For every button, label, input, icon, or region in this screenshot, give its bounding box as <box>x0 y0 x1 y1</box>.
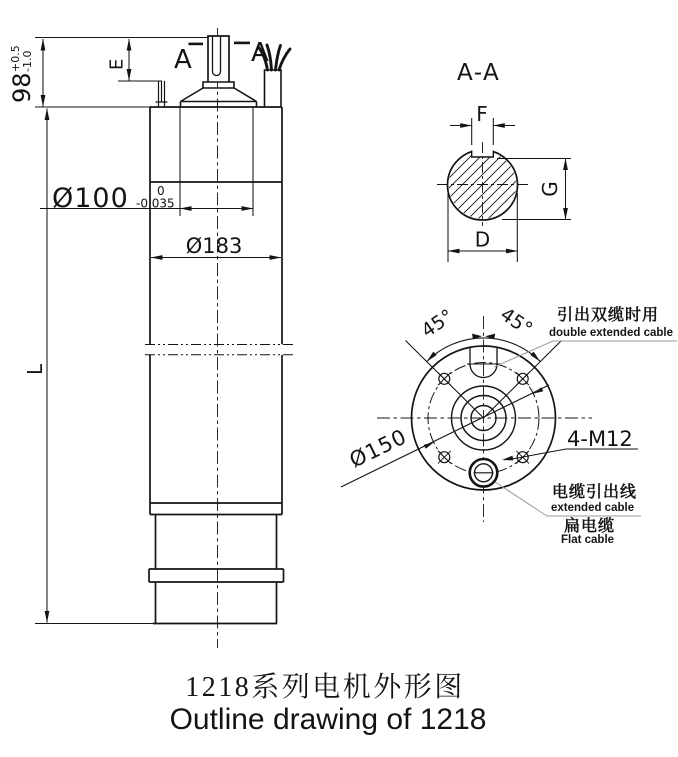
section-letter-right: A <box>251 38 269 68</box>
top-plug <box>156 81 168 107</box>
svg-text:Ø150: Ø150 <box>345 424 411 473</box>
svg-text:E: E <box>106 58 128 70</box>
dim-98-lower-tol: -1.0 <box>21 50 34 72</box>
dim-d100-upper-tol: 0 <box>157 184 165 198</box>
dim-f-text: F <box>476 102 488 126</box>
section-letter-left: A <box>174 45 192 75</box>
dim-98-text <box>8 45 36 103</box>
cable-body <box>265 70 282 107</box>
motor-body <box>149 107 284 624</box>
cable-lead-note-en: extended cable <box>551 502 635 514</box>
thread-note-text: 4-M12 <box>567 427 633 451</box>
svg-text:G: G <box>538 181 562 197</box>
flat-cable-note-en: Flat cable <box>561 534 615 546</box>
bolt-hole <box>438 451 451 464</box>
cable-lead-note-cn: 电缆引出线 <box>552 484 638 501</box>
cable-guard-band <box>145 345 293 355</box>
drawing-title-cn: 1218系列电机外形图 <box>185 672 465 703</box>
section-cut-mark-right <box>234 42 250 45</box>
bell-cone <box>181 88 257 107</box>
dim-d150-line <box>341 385 549 487</box>
dim-d100-lower-tol: -0.035 <box>136 196 175 211</box>
angle-right-text <box>496 303 536 340</box>
dim-g-text <box>538 181 562 197</box>
side-view <box>8 28 293 648</box>
dim-l-text <box>23 363 47 375</box>
svg-text:L: L <box>23 363 47 375</box>
angle-left-text <box>417 305 457 342</box>
cable-gland <box>470 459 498 487</box>
svg-text:45°: 45° <box>417 305 458 343</box>
thread-note-arrow <box>502 456 513 461</box>
dim-d100-value: Ø100 <box>52 183 129 214</box>
double-cable-leader <box>494 341 677 367</box>
dim-98-upper-tol: +0.5 <box>9 45 22 72</box>
section-view-title: A-A <box>457 60 501 86</box>
dim-e-text <box>107 59 128 70</box>
extension-lines <box>35 38 253 624</box>
svg-text:45°: 45° <box>496 303 537 341</box>
drawing-title-en: Outline drawing of 1218 <box>169 703 487 736</box>
dim-d183-value: Ø183 <box>185 234 243 258</box>
double-cable-note-en: double extended cable <box>549 327 673 339</box>
dim-d150-arrow-left <box>424 442 434 448</box>
dim-98-value: 98 <box>8 72 36 103</box>
dim-d150-text <box>346 424 411 472</box>
flat-cable-note-cn: 扁电缆 <box>564 518 616 535</box>
shaft-flange <box>203 82 234 88</box>
double-cable-note-cn: 引出双缆时用 <box>557 307 660 324</box>
dim-d-text: D <box>474 227 491 252</box>
section-view <box>395 60 571 262</box>
